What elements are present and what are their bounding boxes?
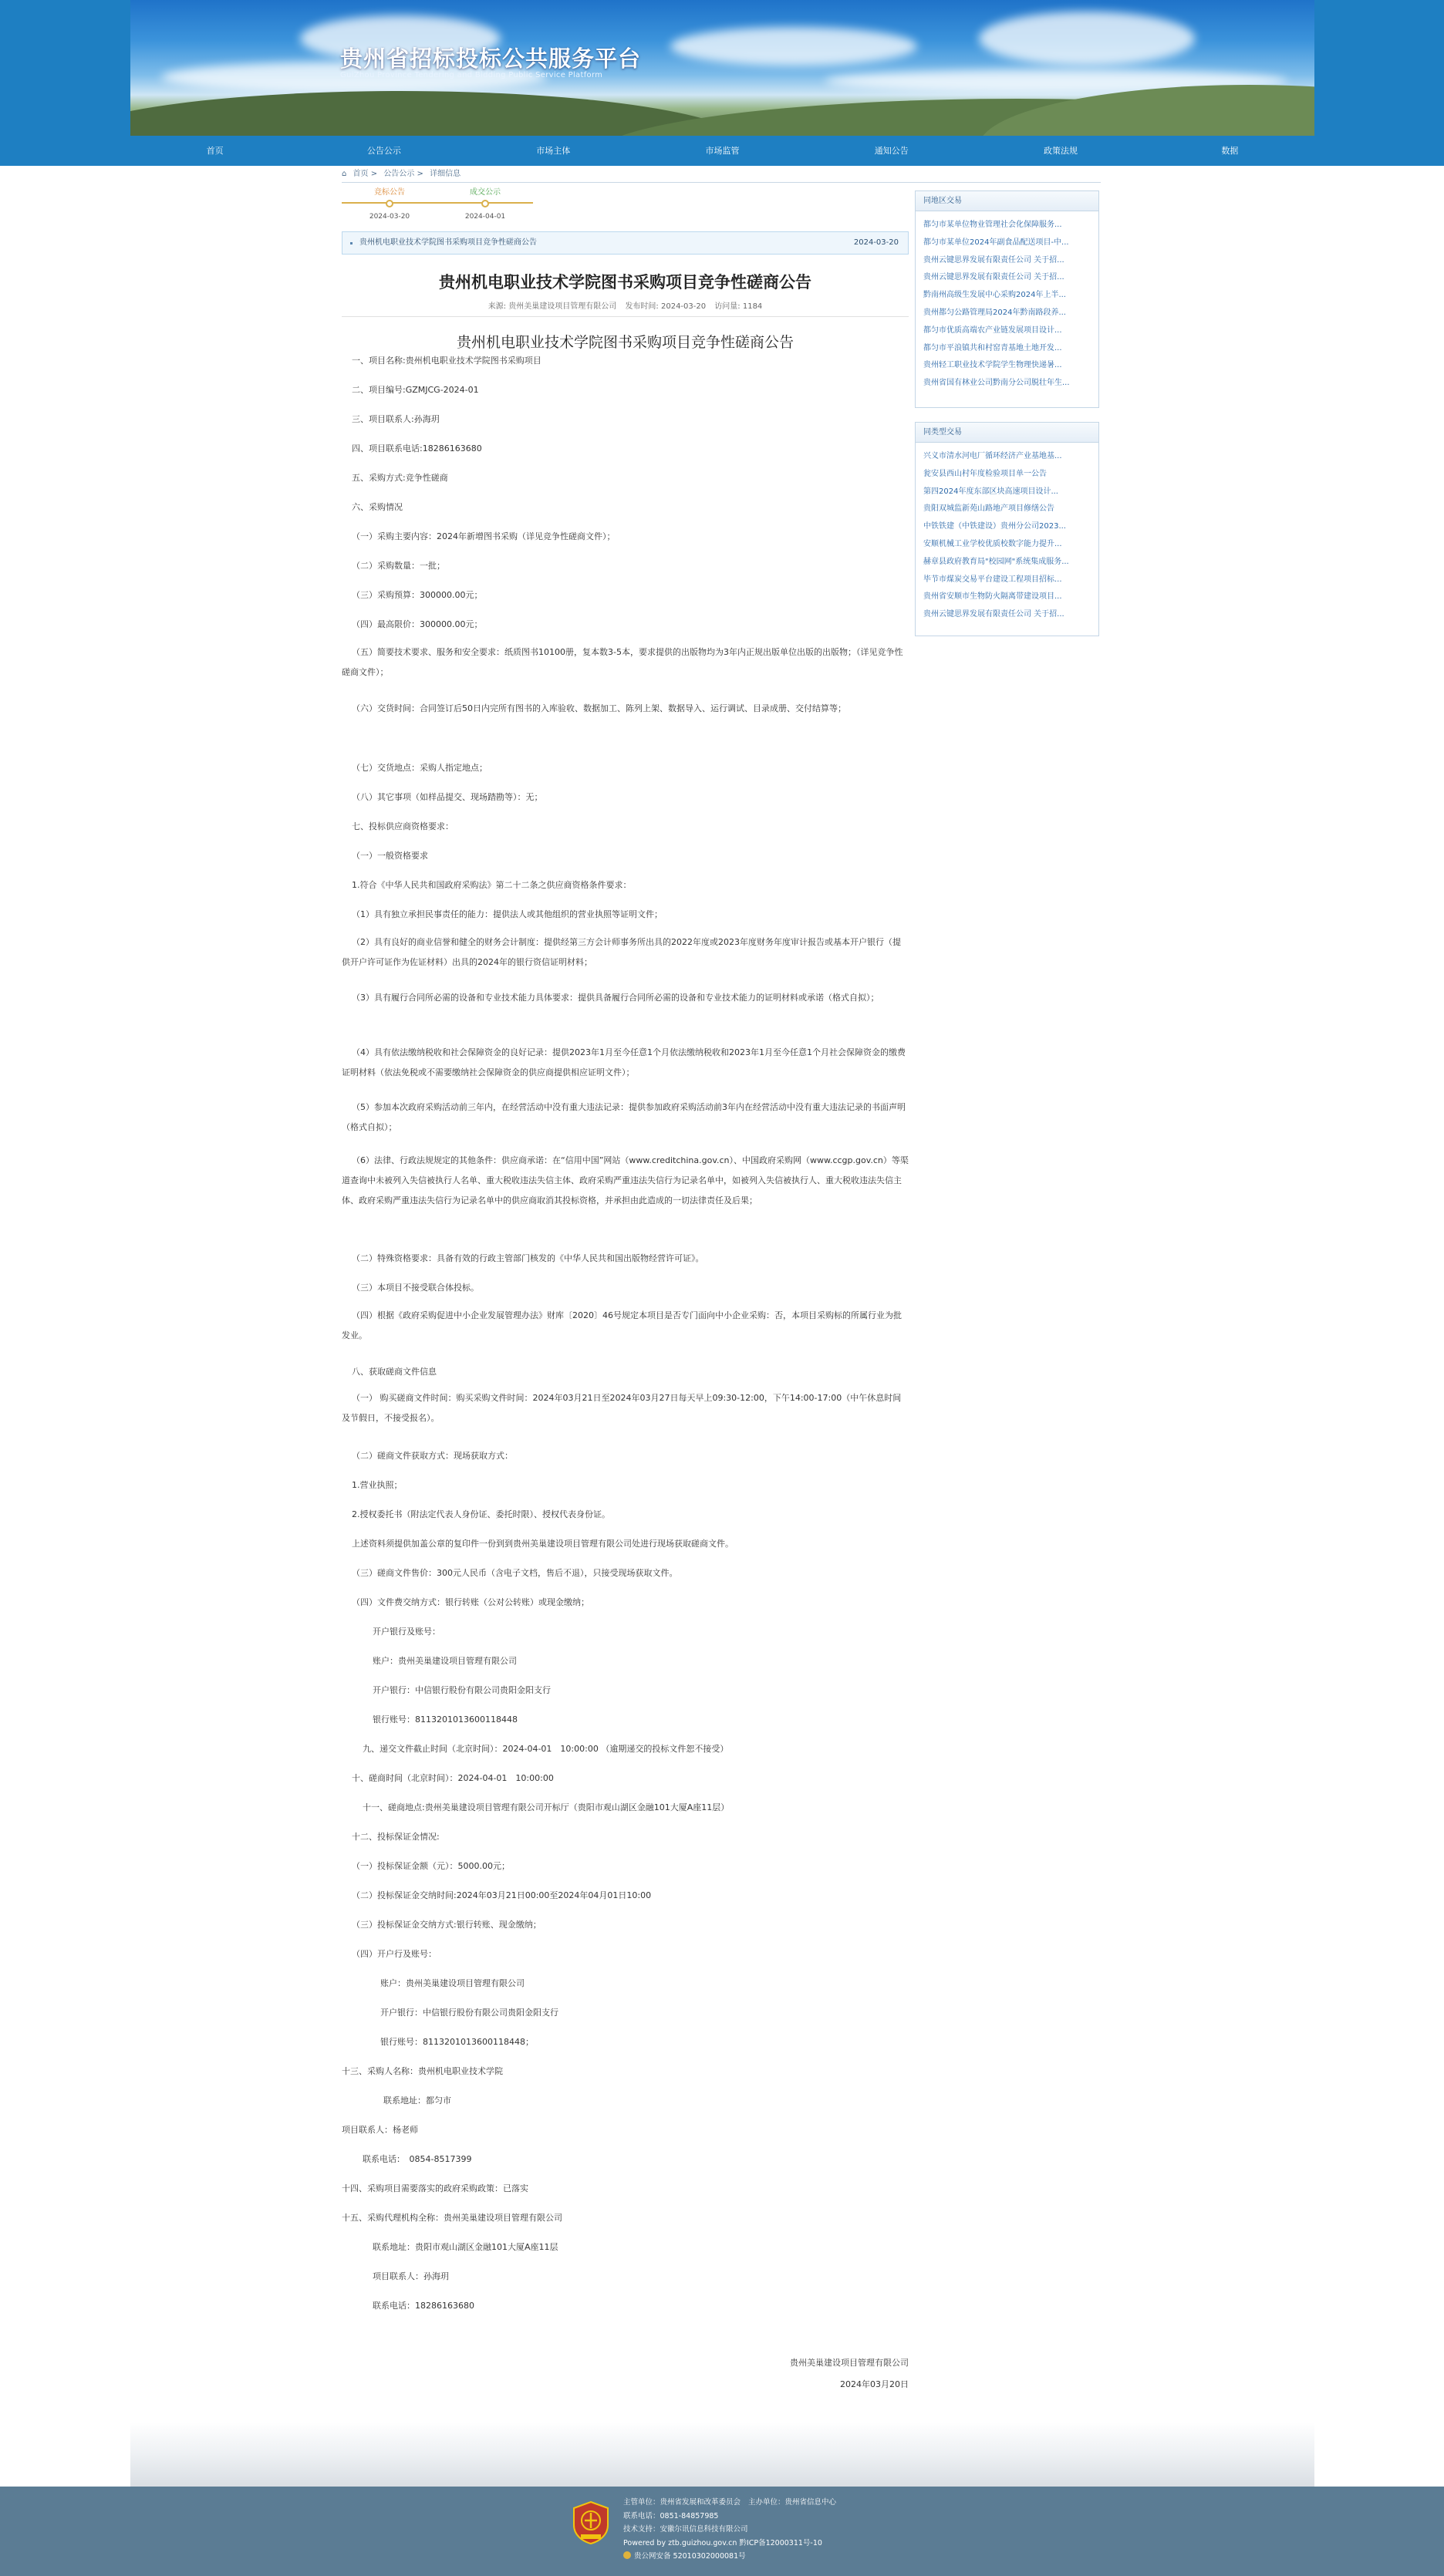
sidebar-link[interactable]: 兴义市清水河电厂循环经济产业基地基... [923,452,1062,460]
sidebar-link[interactable]: 瓮安县西山村年度检验项目单一公告 [923,469,1047,478]
footer-phone: 联系电话：0851-84857985 [623,2511,719,2520]
nav-data[interactable]: 数据 [1221,146,1239,156]
body-line: 三、项目联系人:孙海玥 [352,414,440,424]
notice-bar[interactable] [342,231,909,255]
article [342,259,909,351]
body-line: 1.符合《中华人民共和国政府采购法》第二十二条之供应商资格条件要求： [352,880,632,890]
body-line: 开户银行及账号： [373,1627,440,1637]
body-line: 八、获取磋商文件信息 [352,1367,437,1377]
nav-market-supervision[interactable]: 市场监管 [705,146,740,156]
nav-announcements[interactable]: 公告公示 [366,146,401,156]
body-line: （4）具有依法缴纳税收和社会保障资金的良好记录：提供2023年1月至今任意1个月依法缴纳税收和2023年1月至今任意1个月社会保障资金的缴费证明材料（依法免税或不需要缴纳社会保障资金的供应商提供相应证明文件）； [342,1047,906,1077]
sidebar-link[interactable]: 毕节市煤炭交易平台建设工程项目招标... [923,575,1062,584]
body-line: （三）磋商文件售价：300元人民币（含电子文档，售后不退），只接受现场获取文件。 [352,1568,678,1578]
sidebar-link[interactable]: 贵州省安顺市生物防火隔离带建设项目... [923,592,1062,602]
body-line: （五）简要技术要求、服务和安全要求：纸质图书10100册，复本数3-5本，要求提供的出版物均为3年内正规出版单位出版的出版物；（详见竞争性磋商文件）； [342,647,903,677]
footer-tech-support: 技术支持：安徽尔讯信息科技有限公司 [623,2525,748,2534]
body-line: 十、磋商时间（北京时间）：2024-04-01 10:00:00 [352,1773,554,1783]
police-badge-icon [623,2551,631,2559]
body-line: 联系电话： 0854-8517399 [363,2154,472,2164]
main-nav [130,138,1314,164]
body-line: （一）采购主要内容：2024年新增图书采购（详见竞争性磋商文件）； [352,531,616,541]
body-line: （5）参加本次政府采购活动前三年内，在经营活动中没有重大违法记录：提供参加政府采购活动前3年内在经营活动中没有重大违法记录的书面声明（格式自拟）； [342,1102,906,1132]
body-line: （七）交货地点：采购人指定地点； [352,763,488,773]
timeline-step-label: 成交公示 [470,188,501,197]
body-line: 银行账号：8113201013600118448 [373,1715,518,1725]
body-line: 项目联系人：杨老师 [342,2125,418,2135]
footer-info [623,2496,844,2564]
body-line: 联系地址：贵阳市观山湖区金融101大厦A座11层 [373,2242,558,2252]
sidebar-link[interactable]: 贵州云键思界发展有限责任公司 关于招... [923,255,1064,265]
body-line: （一）一般资格要求 [352,851,428,861]
footer-fade [130,2422,1314,2487]
site-subtitle: GuiZhou Province Tendering and Bidding Public Service Platform [340,71,603,79]
body-line: （三）本项目不接受联合体投标。 [352,1283,479,1293]
body-line: （3）具有履行合同所必需的设备和专业技术能力具体要求：提供具备履行合同所必需的设备和专业技术能力的证明材料或承诺（格式自拟）； [352,993,879,1003]
sidebar-link[interactable]: 贵州轻工职业技术学院学生物理快递暑... [923,361,1062,370]
timeline-step-date: 2024-04-01 [464,213,506,221]
body-line: 四、项目联系电话:18286163680 [352,443,482,453]
sidebar-link[interactable]: 第四2024年度东部区块高速项目设计... [923,487,1058,496]
body-line: 上述资料须提供加盖公章的复印件一份到到贵州美巢建设项目管理有限公司处进行现场获取磋商文件。 [352,1539,734,1549]
body-line: 联系地址：都匀市 [383,2096,451,2106]
site-title[interactable]: 贵州省招标投标公共服务平台 [340,46,642,72]
body-line: （1）具有独立承担民事责任的能力：提供法人或其他组织的营业执照等证明文件； [352,909,663,919]
body-line: （八）其它事项（如样品提交、现场踏勘等）：无； [352,792,543,802]
breadcrumb-announcements[interactable]: 公告公示 [383,170,415,178]
footer-supervisor: 主管单位：贵州省发展和改革委员会 [623,2498,741,2507]
footer-organizer: 主办单位：贵州省信息中心 [748,2498,837,2507]
article-source: 来源: 贵州美巢建设项目管理有限公司 [488,302,617,311]
article-title: 贵州机电职业技术学院图书采购项目竞争性磋商公告 [439,273,811,292]
body-line: 开户银行：中信银行股份有限公司贵阳金阳支行 [373,1685,551,1695]
body-line: 开户银行：中信银行股份有限公司贵阳金阳支行 [380,2008,558,2018]
timeline-step-date: 2024-03-20 [369,213,410,221]
body-line: 账户：贵州美巢建设项目管理有限公司 [373,1656,517,1666]
sidebar-link[interactable]: 黔南州高级生发展中心采购2024年上半... [923,291,1066,300]
sidebar-box-title: 同地区交易 [916,191,1098,211]
article-views: 访问量: 1184 [714,302,763,311]
sidebar-link[interactable]: 贵阳双城监新苑山路地产项目修缮公告 [923,504,1054,514]
sidebar-link[interactable]: 都匀市某单位2024年副食品配送项目-中... [923,238,1069,247]
body-line: 二、项目编号:GZMJCG-2024-01 [352,385,479,395]
sidebar-link[interactable]: 都匀市优质高端农产业链发展项目设计... [923,325,1062,335]
body-line: 九、递交文件截止时间（北京时间）：2024-04-01 10:00:00 （逾期递交的投标文件恕不接受） [363,1744,729,1754]
sidebar-link[interactable]: 贵州云键思界发展有限责任公司 关于招... [923,273,1064,282]
body-line: （三）投标保证金交纳方式:银行转账、现金缴纳； [352,1920,542,1930]
header-banner [130,0,1314,136]
breadcrumb [342,167,1101,183]
body-line: 项目联系人：孙海玥 [373,2271,449,2281]
body-line: （四）最高限价：300000.00元； [352,619,483,629]
body-line: （一） 购买磋商文件时间：购买采购文件时间：2024年03月21日至2024年03月27日每天早上09:30-12:00，下午14:00-17:00（中午休息时间及节假日，不接受报名）。 [342,1393,902,1423]
footer-icp[interactable]: Powered by ztb.guizhou.gov.cn 黔ICP备12000311号-10 [623,2538,822,2547]
timeline-step-bid[interactable] [342,187,437,221]
body-line: （二）采购数量：一批； [352,561,445,571]
sidebar-link[interactable]: 安顺机械工业学校优质校数字能力提升... [923,539,1062,548]
body-line: 十一、磋商地点:贵州美巢建设项目管理有限公司开标厅（贵阳市观山湖区金融101大厦A座11层） [363,1802,730,1812]
article-meta [342,299,909,312]
body-line: （三）采购预算：300000.00元； [352,590,483,600]
article-publish-time: 发布时间: 2024-03-20 [625,302,707,311]
timeline-step-result[interactable] [437,187,533,221]
sidebar-link[interactable]: 赫章县政府教育局"校园网"系统集成服务... [923,557,1069,566]
nav-market-entities[interactable]: 市场主体 [536,146,571,156]
body-line: 五、采购方式:竞争性磋商 [352,473,448,483]
footer [0,2487,1444,2576]
sidebar-same-type [915,422,1099,636]
body-line: 1.营业执照； [352,1480,403,1490]
article-heading: 贵州机电职业技术学院图书采购项目竞争性磋商公告 [456,334,794,351]
body-line: （一）投标保证金额（元）：5000.00元； [352,1861,510,1871]
breadcrumb-home[interactable]: 首页 [353,170,369,178]
nav-notices[interactable]: 通知公告 [874,146,909,156]
sidebar-box-title: 同类型交易 [916,423,1098,443]
body-line: 银行账号：8113201013600118448； [380,2037,534,2047]
body-line: 十五、采购代理机构全称：贵州美巢建设项目管理有限公司 [342,2213,562,2223]
body-line: （四）文件费交纳方式：银行转账（公对公转账）或现金缴纳； [352,1597,589,1607]
chevron-right-icon: > [370,170,378,178]
body-line: 联系电话：18286163680 [373,2301,474,2311]
timeline-step-label: 竞标公告 [374,188,405,197]
signature-date: 2024年03月20日 [840,2379,909,2389]
body-line: （四）开户行及账号： [352,1949,437,1959]
body-line: 七、投标供应商资格要求： [352,821,454,831]
chevron-right-icon: > [417,170,423,178]
notice-date: 2024-03-20 [853,238,899,247]
timeline-dot-icon [386,200,393,207]
sidebar-link[interactable]: 中铁铁建（中铁建设）贵州分公司2023... [923,522,1066,531]
body-line: （二）特殊资格要求：具备有效的行政主管部门核发的《中华人民共和国出版物经营许可证》。 [352,1253,704,1263]
breadcrumb-current: 详细信息 [430,170,461,178]
body-line: 十三、采购人名称：贵州机电职业技术学院 [342,2066,503,2076]
nav-policies[interactable]: 政策法规 [1044,146,1078,156]
body-line: （六）交货时间：合同签订后50日内完所有图书的入库验收、数据加工、陈列上架、数据导入、运行调试、目录成册、交付结算等； [352,703,846,713]
body-line: （2）具有良好的商业信誉和健全的财务会计制度：提供经第三方会计师事务所出具的2022年度或2023年度财务年度审计报告或基本开户银行（提供开户许可证作为佐证材料）出具的2024年的银行资信证明材料； [342,937,901,967]
body-line: 六、采购情况 [352,502,403,512]
sidebar-link[interactable]: 贵州云键思界发展有限责任公司 关于招... [923,610,1064,619]
nav-home[interactable]: 首页 [206,146,224,156]
notice-text[interactable]: 贵州机电职业技术学院图书采购项目竞争性磋商公告 [359,238,537,247]
process-timeline [342,187,542,224]
body-line: 十四、采购项目需要落实的政府采购政策：已落实 [342,2183,528,2193]
body-line: 2.授权委托书（附法定代表人身份证、委托时限）、授权代表身份证。 [352,1509,610,1519]
sidebar-same-region [915,191,1099,408]
emblem-icon [572,2500,610,2545]
body-line: （6）法律、行政法规规定的其他条件：供应商承诺：在“信用中国”网站（www.creditchina.gov.cn）、中国政府采购网（www.ccgp.gov.cn）等渠道查询中未被列入失信被执行人名单、重大税收违法失信主体、政府采购严重违法失信行为记录名单中，如被列入失信被执行人、重大税收违法失信主体、政府采购严重违法失信行为记录名单中的供应商取消其投标资格，并承担由此造成的一切法律责任及后果； [342,1155,909,1205]
body-line: 十二、投标保证金情况: [352,1832,440,1842]
signature-company: 贵州美巢建设项目管理有限公司 [790,2358,909,2368]
sidebar-link[interactable]: 贵州省国有林业公司黔南分公司脱壮年生... [923,379,1070,388]
bullet-icon [350,242,353,244]
body-line: （四）根据《政府采购促进中小企业发展管理办法》财库〔2020〕46号规定本项目是否专门面向中小企业采购：否，本项目采购标的所属行业为批发业。 [342,1310,902,1340]
footer-police-record[interactable]: 贵公网安备 52010302000081号 [634,2552,746,2561]
body-line: （二）投标保证金交纳时间:2024年03月21日00:00至2024年04月01日10:00 [352,1890,652,1900]
body-line: 一、项目名称:贵州机电职业技术学院图书采购项目 [352,356,542,366]
sidebar-link[interactable]: 贵州都匀公路管理局2024年黔南路段养... [923,308,1066,317]
sidebar-link[interactable]: 都匀市平浪镇共和村窑青基地土地开发... [923,343,1062,352]
home-icon: ⌂ [342,170,347,178]
body-line: （二）磋商文件获取方式：现场获取方式： [352,1451,513,1461]
sidebar-link[interactable]: 都匀市某单位物业管理社会化保障服务... [923,221,1062,229]
timeline-dot-icon [481,200,489,207]
body-line: 账户：贵州美巢建设项目管理有限公司 [380,1978,525,1988]
